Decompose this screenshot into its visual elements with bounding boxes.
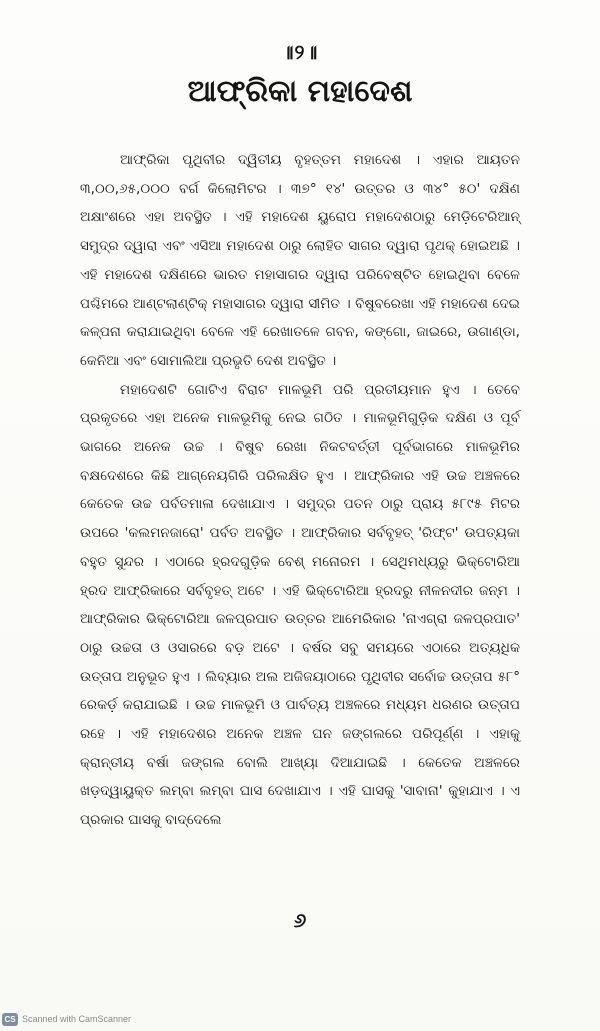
chapter-number: ॥୨॥ (281, 40, 319, 64)
camscanner-logo-icon: CS (2, 1013, 18, 1026)
paragraph: ଆଫ୍ରିକା ପୃଥିବୀର ଦ୍ୱିତୀୟ ବୃହତ୍ତମ ମହାଦେଶ । ଏହାର ଆୟତନ ୩,୦୦,୬୫,୦୦୦ ବର୍ଗ କିଲୋମିଟର । ୩୭° ୧୪' ଉତ୍ତର ଓ ୩୪° ୫୦' ଦକ୍ଷିଣ ଅକ୍ଷାଂଶରେ ଏହା ଅବସ୍ଥିତ । ଏହି ମହାଦେଶ ୟୁରୋପ ମହାଦେଶଠାରୁ ମେଡ଼ିଟେରିଆନ୍ ସମୁଦ୍ର ଦ୍ୱାରା ଏବଂ ଏସିଆ ମହାଦେଶ ଠାରୁ ଲୋହିତ ସାଗର ଦ୍ୱାରା ପୃଥକ୍ ହୋଇଅଛି । ଏହି ମହାଦେଶ ଦକ୍ଷିଣରେ ଭାରତ ମହାସାଗର ଦ୍ୱାରା ପରିବେଷ୍ଟିତ ହୋଇଥିବା ବେଳେ ପଶ୍ଚିମରେ ଆଣ୍ଟଲାଣ୍ଟିକ୍ ମହାସାଗର ଦ୍ୱାରା ସୀମିତ । ବିଷୁବରେଖା ଏହି ମହାଦେଶ ଦେଇ କଳ୍ପନା କରାଯାଇଥିବା ବେଳେ ଏହି ରେଖାତଳେ ଗବନ, କଙ୍ଗୋ, ଜାଇରେ, ଉଗାଣ୍ଡା, କେନିଆ ଏବଂ ସୋମାଲିଆ ପ୍ରଭୃତି ଦେଶ ଅବସ୍ଥିତ । (80, 152, 520, 369)
scanner-watermark-text: Scanned with CamScanner (22, 1014, 132, 1024)
scanner-watermark (2, 1010, 131, 1028)
chapter-title: ଆଫ୍ରିକା ମହାଦେଶ (187, 74, 413, 109)
paragraph: ମହାଦେଶଟି ଗୋଟିଏ ବିରାଟ ମାଳଭୂମି ପରି ପ୍ରତୀୟମାନ ହୁଏ । ତେବେ ପ୍ରକୃତରେ ଏହା ଅନେକ ମାଳଭୂମିକୁ ନେଇ ଗଠିତ । ମାଳଭୂମିଗୁଡ଼ିକ ଦକ୍ଷିଣ ଓ ପୂର୍ବ ଭାଗରେ ଅନେକ ଉଚ୍ଚ । ବିଷୁବ ରେଖା ନିକଟବର୍ତ୍ତୀ ପୂର୍ବଭାଗରେ ମାଳଭୂମିର ବକ୍ଷଦେଶରେ କିଛି ଆଗ୍ନେୟଗିରି ପରିଲକ୍ଷିତ ହୁଏ । ଆଫ୍ରିକାର ଏହି ଉଚ୍ଚ ଅଞ୍ଚଳରେ କେତେକ ଉଚ୍ଚ ପର୍ବତମାଳା ଦେଖାଯାଏ । ସମୁଦ୍ର ପତନ ଠାରୁ ପ୍ରାୟ ୫୮୯୫ ମିଟର ଉପରେ 'କଲମନଜାରୋ' ପର୍ବତ ଅବସ୍ଥିତ । ଆଫ୍ରିକାର ସର୍ବବୃହତ୍ 'ରିଫ୍ଟ' ଉପତ୍ୟକା ବହୁତ ସୁନ୍ଦର । ଏଠାରେ ହ୍ରଦଗୁଡ଼ିକ ବେଶ୍ ମନୋରମ । ସେଥିମଧ୍ୟରୁ ଭିକ୍ଟୋରିଆ ହ୍ରଦ ଆଫ୍ରିକାରେ ସର୍ବବୃହତ୍ ଅଟେ । ଏହି ଭିକ୍ଟୋରିଆ ହ୍ରଦରୁ ନୀଳନଦୀର ଜନ୍ମ । ଆଫ୍ରିକାର ଭିକ୍ଟୋରିଆ ଜଳପ୍ରପାତ ଉତ୍ତର ଆମେରିକାର 'ନାଏଗ୍ରା ଜଳପ୍ରପାତ' ଠାରୁ ଉଚ୍ଚତା ଓ ଓସାରରେ ବଡ଼ ଅଟେ । ବର୍ଷର ସବୁ ସମୟରେ ଏଠାରେ ଅତ୍ୟଧିକ ଉତ୍ତାପ ଅନୁଭୂତ ହୁଏ । ଲିବ୍ୟାର ଅଲ ଅଜିଜୟାଠାରେ ପୃଥିବୀର ସର୍ବୋଚ୍ଚ ଉତ୍ତାପ ୫୮° ରେକର୍ଡ଼ କରାଯାଇଛି । ଉଚ୍ଚ ମାଳଭୂମି ଓ ପାର୍ବତ୍ୟ ଅଞ୍ଚଳରେ ମଧ୍ୟମ ଧରଣର ଉତ୍ତାପ ରହେ । ଏହି ମହାଦେଶର ଅନେକ ଅଞ୍ଚଳ ଘନ ଜଙ୍ଗଲରେ ପରିପୂର୍ଣ୍ଣ । ଏହାକୁ କ୍ରାନ୍ତୀୟ ବର୍ଷା ଜଙ୍ଗଲ ବୋଲି ଆଖ୍ୟା ଦିଆଯାଇଛି । କେତେକ ଅଞ୍ଚଳରେ ଖଡ଼ଦ୍ୱାୟୁକ୍ତ ଲମ୍ବା ଲମ୍ବା ଘାସ ଦେଖାଯାଏ । ଏହି ଘାସକୁ 'ସାବାନା' କୁହାଯାଏ । ଏ ପ୍ରକାର ଘାସକୁ ବାଦ୍‌ଦେଲେ (80, 381, 520, 829)
body-text (80, 146, 520, 835)
page-number: ୬ (293, 908, 307, 932)
